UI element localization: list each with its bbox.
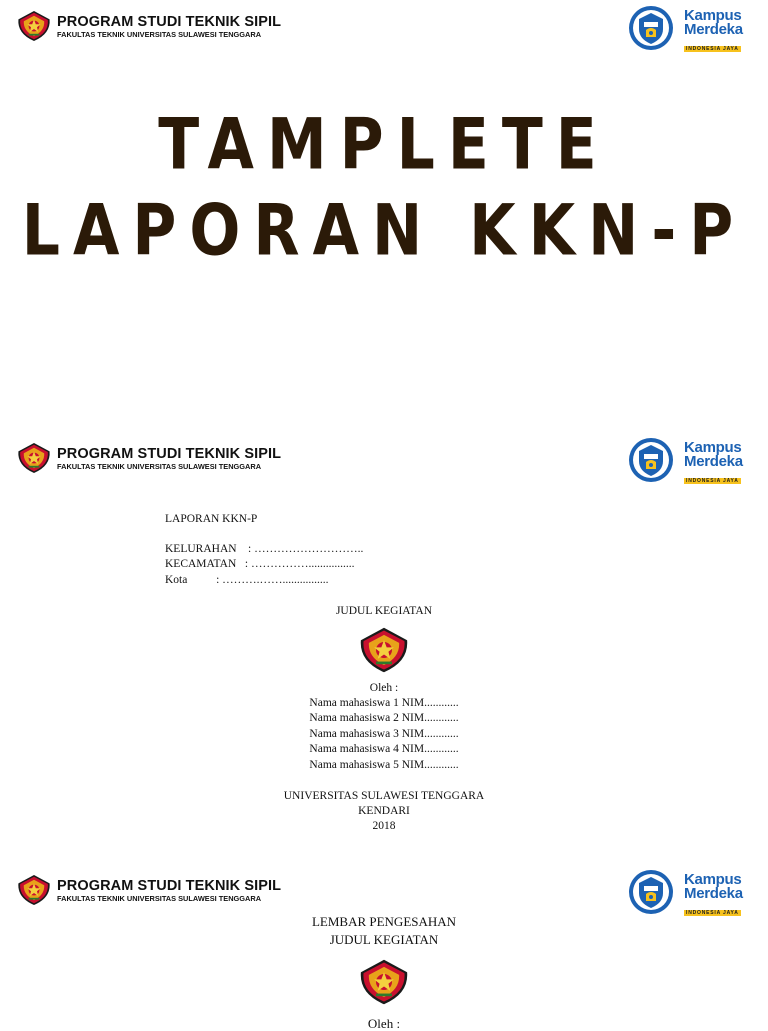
city-name: KENDARI — [358, 805, 410, 817]
slide-cover — [0, 0, 768, 428]
kampus-merdeka-logo-icon — [628, 437, 674, 483]
program-title: PROGRAM STUDI TEKNIK SIPIL — [57, 14, 282, 30]
member-1: Nama mahasiswa 1 NIM............ — [309, 697, 459, 709]
activity-title: JUDUL KEGIATAN — [335, 605, 433, 617]
kampus-merdeka-wordmark: Kampus Merdeka INDONESIA JAYA — [684, 439, 743, 484]
university-seal-icon — [16, 440, 52, 476]
university-seal-icon — [16, 872, 52, 908]
university-seal-icon — [357, 958, 411, 1006]
approval-oleh-label: Oleh : — [367, 1016, 401, 1031]
member-4: Nama mahasiswa 4 NIM............ — [309, 743, 459, 755]
member-5: Nama mahasiswa 5 NIM............ — [309, 759, 459, 771]
member-2: Nama mahasiswa 2 NIM............ — [309, 712, 459, 724]
member-3: Nama mahasiswa 3 NIM............ — [309, 728, 459, 740]
kelurahan-field: KELURAHAN : ……………………….. — [165, 543, 364, 555]
cover-title-line2: LAPORAN KKN-P — [21, 189, 747, 273]
kampus-merdeka-wordmark: Kampus Merdeka INDONESIA JAYA — [684, 7, 743, 52]
kampus-merdeka-wordmark: Kampus Merdeka INDONESIA JAYA — [684, 871, 743, 916]
kota-field: Kota : ……….……................ — [165, 574, 329, 586]
program-title: PROGRAM STUDI TEKNIK SIPIL — [57, 446, 282, 462]
kampus-merdeka-logo-icon — [628, 5, 674, 51]
kampus-merdeka-logo-icon — [628, 869, 674, 915]
university-seal-icon — [357, 626, 411, 674]
approval-title: LEMBAR PENGESAHAN — [311, 914, 457, 929]
cover-title-line1: TAMPLETE — [158, 103, 610, 187]
faculty-subtitle: FAKULTAS TEKNIK UNIVERSITAS SULAWESI TENGGARA — [57, 30, 262, 39]
year: 2018 — [372, 820, 396, 832]
program-header — [57, 14, 281, 39]
faculty-subtitle: FAKULTAS TEKNIK UNIVERSITAS SULAWESI TENGGARA — [57, 462, 262, 471]
faculty-subtitle: FAKULTAS TEKNIK UNIVERSITAS SULAWESI TENGGARA — [57, 894, 262, 903]
university-name: UNIVERSITAS SULAWESI TENGGARA — [283, 790, 485, 802]
program-header — [57, 878, 281, 903]
report-label: LAPORAN KKN-P — [165, 513, 258, 525]
program-header — [57, 446, 281, 471]
slide-approval — [0, 864, 768, 1031]
approval-activity-title: JUDUL KEGIATAN — [329, 932, 439, 947]
university-seal-icon — [16, 8, 52, 44]
program-title: PROGRAM STUDI TEKNIK SIPIL — [57, 878, 282, 894]
oleh-label: Oleh : — [369, 682, 399, 694]
slide-report-cover — [0, 432, 768, 860]
kecamatan-field: KECAMATAN : ……………................ — [165, 558, 355, 570]
